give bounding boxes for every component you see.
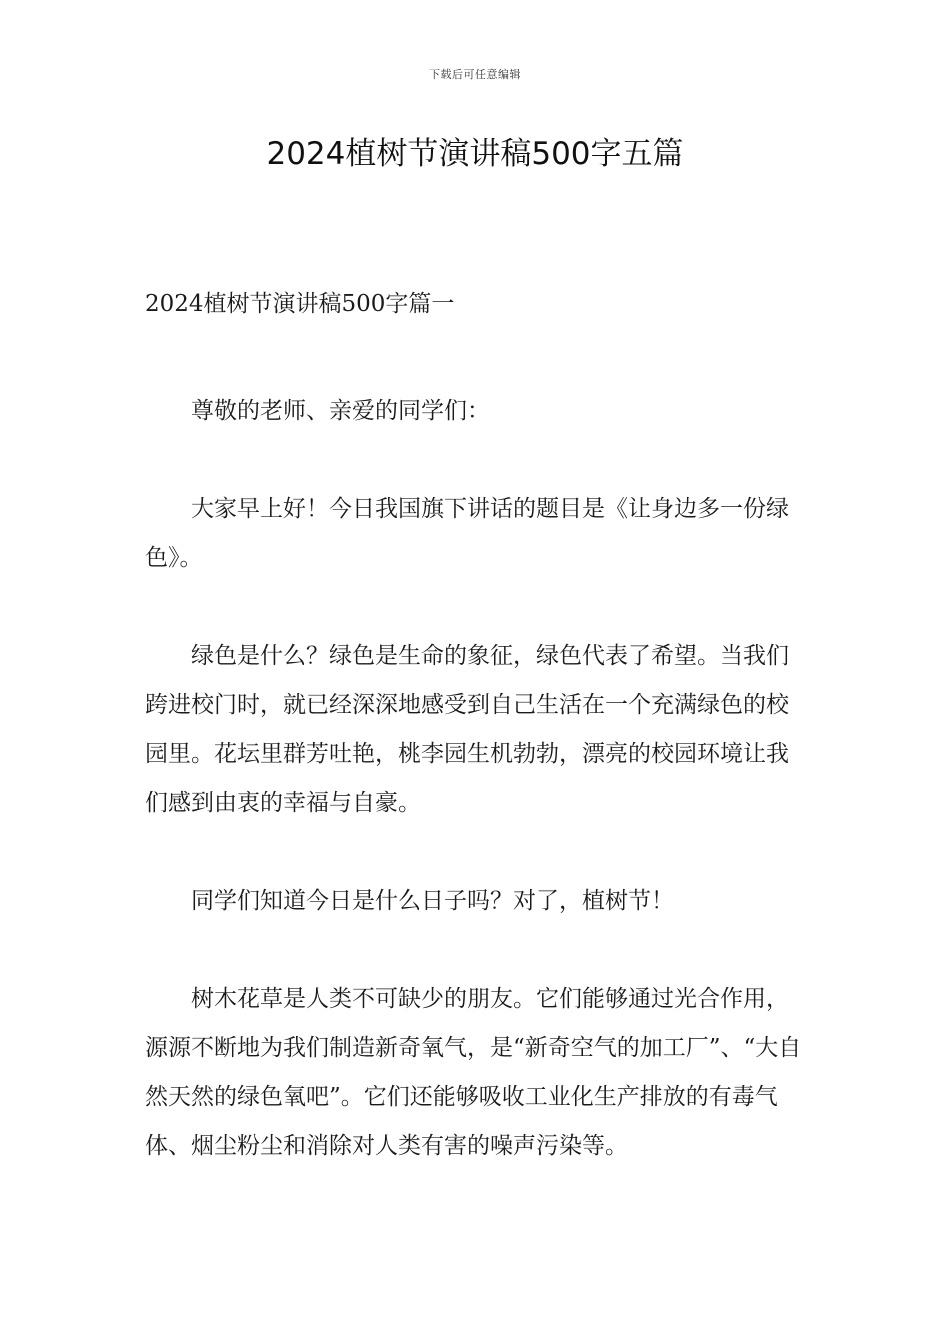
paragraph-trees-friends: 树木花草是人类不可缺少的朋友。它们能够通过光合作用，源源不断地为我们制造新奇氧气，是“新奇空气的加工厂”、“大自然天然的绿色氧吧”。它们还能够吸收工业化生产排放的有毒气体、烟尘粉尘和消除对人类有害的噪声污染等。 (145, 986, 802, 1159)
paragraph-green-meaning: 绿色是什么？绿色是生命的象征，绿色代表了希望。当我们跨进校门时，就已经深深地感受到自己生活在一个充满绿色的校园里。花坛里群芳吐艳，桃李园生机勃勃，漂亮的校园环境让我们感到由衷的幸福与自豪。 (145, 643, 789, 816)
document-body (145, 280, 807, 1171)
paragraph-greeting: 尊敬的老师、亲爱的同学们： (191, 398, 490, 424)
paragraph-arbor-day: 同学们知道今日是什么日子吗？对了，植树节！ (191, 888, 674, 914)
document-title: 2024植树节演讲稿500字五篇 (266, 136, 684, 172)
section-heading: 2024植树节演讲稿500字篇一 (145, 291, 455, 317)
paragraph-opening: 大家早上好！今日我国旗下讲话的题目是《让身边多一份绿色》。 (145, 496, 789, 571)
header-note: 下载后可任意编辑 (429, 68, 521, 81)
